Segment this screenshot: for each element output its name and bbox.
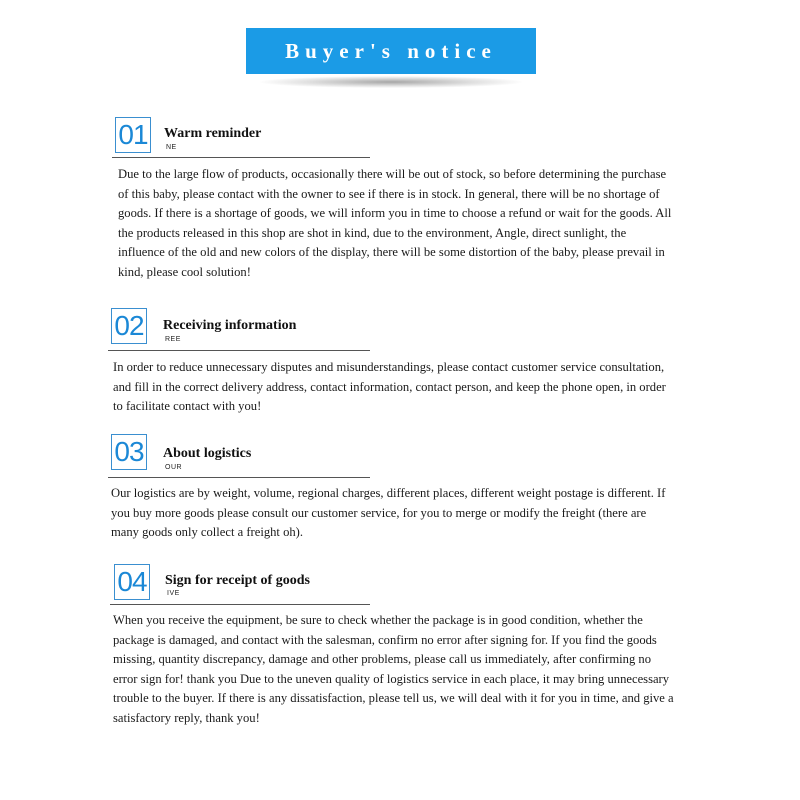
- section-divider: [108, 350, 370, 351]
- section-subtitle: IVE: [167, 590, 180, 597]
- section-body: In order to reduce unnecessary disputes and misunderstandings, please contact customer service consultation, and fill in the correct delivery address, contact information, contact person, and keep the phone open, in order to facilitate contact with you!: [113, 360, 666, 414]
- banner-title: Buyer's notice: [246, 28, 536, 74]
- section-body: Due to the large flow of products, occasionally there will be out of stock, so before determining the purchase of this baby, please contact with the owner to see if there is in stock. In general, there will be no shortage of goods. If there is a shortage of goods, we will inform you in time to choose a refund or wait for the goods. All the products released in this shop are shot in kind, due to the environment, Angle, direct sunlight, the influence of the old and new colors of the display, there will be some distortion of the baby, please prevail in kind, please cool solution!: [118, 167, 672, 279]
- section-title: Warm reminder: [164, 126, 262, 141]
- banner: [246, 28, 536, 90]
- section-title: Sign for receipt of goods: [165, 573, 310, 588]
- banner-shadow: [260, 76, 522, 88]
- section-number-box: 02: [111, 308, 147, 344]
- section-subtitle: OUR: [165, 464, 183, 471]
- section-number-box: 03: [111, 434, 147, 470]
- section-number-box: 04: [114, 564, 150, 600]
- section-title: About logistics: [163, 446, 252, 461]
- section-body: Our logistics are by weight, volume, regional charges, different places, different weight postage is different. If you buy more goods please consult our customer service, for you to merge or modify the freight (there are many goods only collect a freight oh).: [111, 486, 666, 540]
- section-subtitle: REE: [165, 336, 181, 343]
- section-divider: [110, 604, 370, 605]
- section-subtitle: NE: [166, 144, 177, 151]
- section-title: Receiving information: [163, 318, 297, 333]
- section-number-box: 01: [115, 117, 151, 153]
- section-body: When you receive the equipment, be sure to check whether the package is in good condition, whether the package is damaged, and contact with the salesman, confirm no error after signing for. If you find the goods missing, quantity discrepancy, damage and other problems, please call us immediately, after confirming no error sign for! thank you Due to the uneven quality of logistics service in each place, it may bring unnecessary trouble to the buyer. If there is any dissatisfaction, please tell us, we will deal with it for you in time, and give a satisfactory reply, thank you!: [113, 613, 674, 725]
- section-divider: [108, 477, 370, 478]
- section-divider: [112, 157, 370, 158]
